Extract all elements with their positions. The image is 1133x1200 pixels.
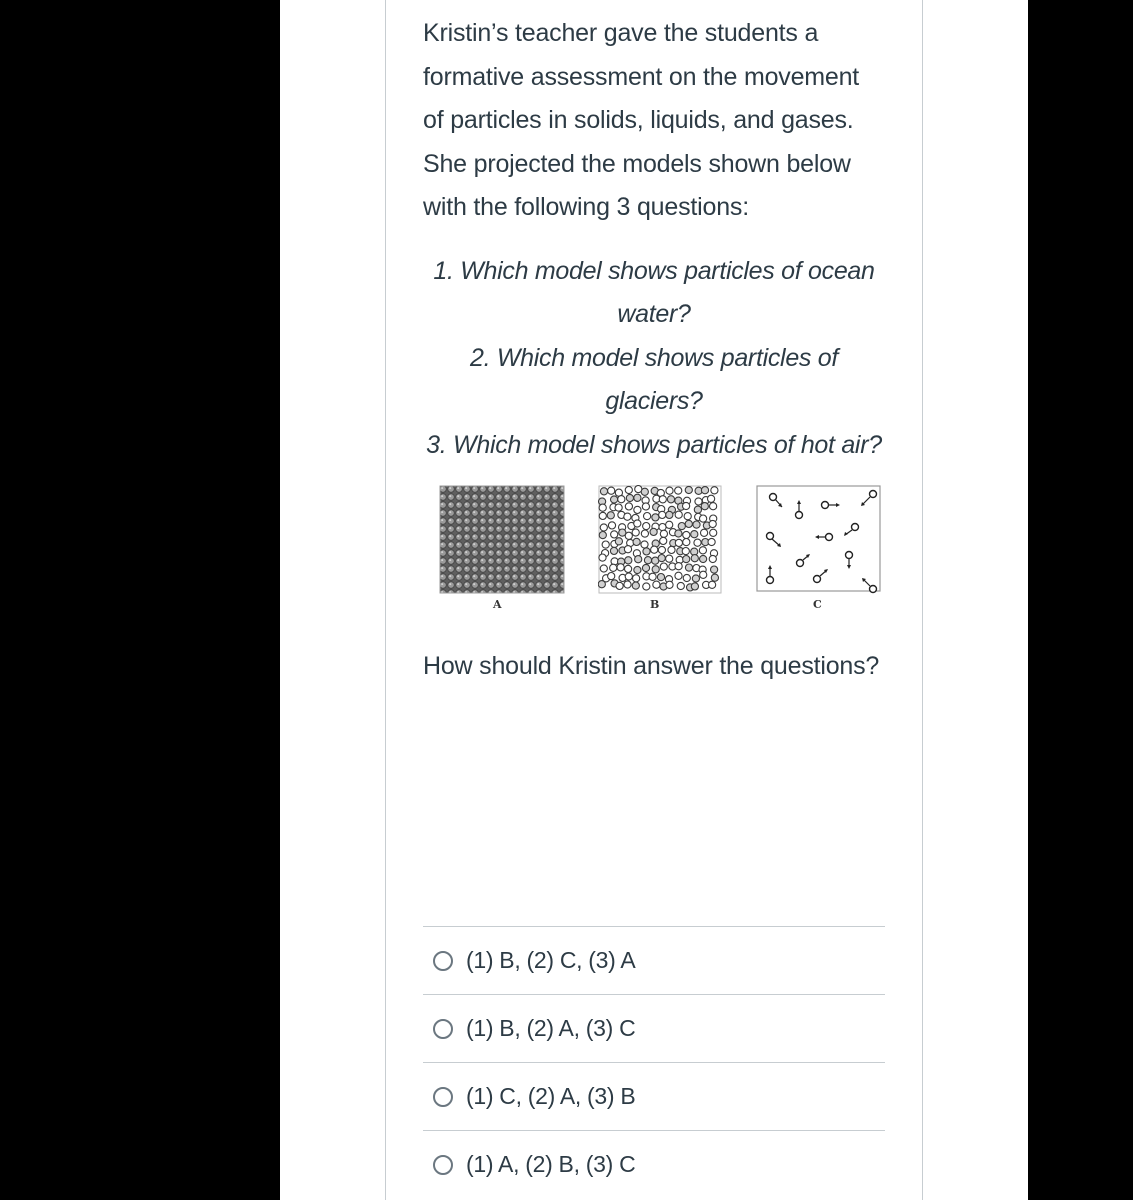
liquid-particle [691, 555, 698, 562]
liquid-particle [616, 582, 623, 589]
liquid-particle [683, 531, 690, 538]
liquid-particle [599, 512, 606, 519]
liquid-particle [635, 556, 642, 563]
liquid-particle [599, 532, 606, 539]
liquid-particle [643, 523, 650, 530]
liquid-particle [700, 571, 707, 578]
sub-question-2: 2. Which model shows particles of glaciers? [469, 343, 839, 415]
liquid-particle [708, 495, 715, 502]
liquid-particle [642, 564, 649, 571]
liquid-particle [710, 529, 717, 536]
question-stem: Kristin’s teacher gave the students a formative assessment on the movement of particles in solids, liquids, and gases. She projected the models shown below with the following 3 questions: [423, 19, 860, 221]
liquid-particle [694, 539, 701, 546]
liquid-particle [608, 522, 615, 529]
liquid-particle [608, 573, 615, 580]
liquid-particle [625, 557, 632, 564]
liquid-particle [660, 537, 667, 544]
liquid-particle [659, 524, 666, 531]
liquid-particle [666, 581, 673, 588]
liquid-particle [666, 487, 673, 494]
answer-option-1[interactable] [423, 926, 885, 994]
liquid-particle [684, 513, 691, 520]
liquid-particle [685, 564, 692, 571]
liquid-particle [608, 487, 615, 494]
liquid-particle [675, 572, 682, 579]
liquid-particle [694, 506, 701, 513]
liquid-particle [677, 582, 684, 589]
liquid-particle [709, 520, 716, 527]
sub-question-1: 1. Which model shows particles of ocean water? [433, 256, 875, 328]
liquid-particle [666, 555, 673, 562]
liquid-particle [634, 494, 641, 501]
liquid-particle [701, 529, 708, 536]
liquid-particle [658, 546, 665, 553]
answer-label-3: (1) C, (2) A, (3) B [466, 1083, 636, 1109]
particle-models-figure [423, 485, 885, 635]
gas-particles-diagram [756, 485, 882, 595]
model-b-label: B [650, 598, 660, 611]
liquid-particle [683, 574, 690, 581]
answer-label-1: (1) B, (2) C, (3) A [466, 947, 636, 973]
liquid-particle [617, 564, 624, 571]
liquid-particle [611, 496, 618, 503]
liquid-particle [624, 546, 631, 553]
liquid-particle [615, 538, 622, 545]
liquid-particles-diagram [598, 485, 724, 595]
liquid-particle [685, 486, 692, 493]
liquid-particle [683, 539, 690, 546]
liquid-particle [711, 574, 718, 581]
liquid-particle [643, 548, 650, 555]
liquid-particle [600, 524, 607, 531]
liquid-particle [618, 496, 625, 503]
liquid-particle [709, 581, 716, 588]
liquid-particle [624, 581, 631, 588]
model-c-label: C [813, 598, 822, 611]
liquid-particle [683, 502, 690, 509]
liquid-particle [600, 565, 607, 572]
liquid-particle [675, 539, 682, 546]
answer-choices [423, 926, 885, 1198]
question-prompt: How should Kristin answer the questions? [423, 652, 880, 680]
liquid-particle [615, 504, 622, 511]
liquid-particle [624, 513, 631, 520]
liquid-particle [691, 531, 698, 538]
liquid-particle [675, 563, 682, 570]
liquid-particle [649, 573, 656, 580]
liquid-particle [660, 563, 667, 570]
liquid-particle [610, 564, 617, 571]
liquid-particle [693, 521, 700, 528]
sub-question-3: 3. Which model shows particles of hot air? [426, 430, 882, 459]
liquid-particle [653, 581, 660, 588]
solid-particles-diagram [439, 485, 565, 595]
liquid-particle [634, 566, 641, 573]
liquid-particle [711, 566, 718, 573]
liquid-particle [626, 494, 633, 501]
liquid-particle [625, 565, 632, 572]
liquid-particle [642, 503, 649, 510]
liquid-particle [633, 575, 640, 582]
liquid-particle [699, 547, 706, 554]
liquid-particle [643, 583, 650, 590]
liquid-particle [675, 530, 682, 537]
answer-label-2: (1) B, (2) A, (3) C [466, 1015, 636, 1041]
liquid-particle [666, 521, 673, 528]
radio-button-4[interactable] [433, 1155, 453, 1175]
sub-question-list [423, 250, 885, 468]
liquid-particle [634, 520, 641, 527]
liquid-particle [641, 541, 648, 548]
liquid-particle [709, 555, 716, 562]
liquid-particle [691, 583, 698, 590]
liquid-particle [602, 541, 609, 548]
liquid-particle [610, 547, 617, 554]
liquid-particle [652, 566, 659, 573]
liquid-particle [599, 504, 606, 511]
answer-option-2[interactable] [423, 994, 885, 1062]
liquid-particle [652, 514, 659, 521]
liquid-particle [683, 556, 690, 563]
liquid-particle [659, 511, 666, 518]
liquid-particle [675, 511, 682, 518]
liquid-particle [710, 503, 717, 510]
liquid-particle [607, 512, 614, 519]
liquid-particle [632, 582, 639, 589]
liquid-particle [599, 554, 606, 561]
model-a-label: A [493, 598, 502, 611]
quiz-page [280, 0, 1028, 1200]
liquid-particle [598, 581, 605, 588]
liquid-particle [675, 487, 682, 494]
liquid-particle [641, 488, 648, 495]
radio-button-1[interactable] [433, 951, 453, 971]
liquid-particle [708, 538, 715, 545]
liquid-particle [634, 506, 641, 513]
liquid-particle [625, 573, 632, 580]
liquid-particle [657, 574, 664, 581]
liquid-particle [641, 530, 648, 537]
question-content [423, 12, 885, 689]
liquid-particle [695, 498, 702, 505]
liquid-particle [678, 523, 685, 530]
liquid-particle [659, 496, 666, 503]
liquid-particle [660, 530, 667, 537]
liquid-particle [667, 496, 674, 503]
model-a-solid [439, 485, 565, 595]
model-b-liquid [598, 485, 724, 595]
liquid-particle [644, 513, 651, 520]
liquid-particle [644, 557, 651, 564]
liquid-particle [711, 487, 718, 494]
liquid-particle [658, 555, 665, 562]
liquid-particle [625, 532, 632, 539]
liquid-particle [692, 575, 699, 582]
liquid-particle [625, 503, 632, 510]
answer-option-4[interactable] [423, 1130, 885, 1198]
liquid-particle [701, 503, 708, 510]
liquid-particle [611, 531, 618, 538]
liquid-particle [650, 528, 657, 535]
answer-option-3[interactable] [423, 1062, 885, 1130]
liquid-particle [700, 555, 707, 562]
liquid-particle [600, 488, 607, 495]
liquid-particle [651, 546, 658, 553]
liquid-particle [666, 511, 673, 518]
liquid-particle [701, 487, 708, 494]
radio-button-2[interactable] [433, 1019, 453, 1039]
liquid-particle [700, 515, 707, 522]
model-c-gas [756, 485, 882, 595]
liquid-particle [682, 548, 689, 555]
answer-label-4: (1) A, (2) B, (3) C [466, 1151, 636, 1177]
liquid-particle [685, 520, 692, 527]
liquid-particle [668, 546, 675, 553]
radio-button-3[interactable] [433, 1087, 453, 1107]
question-card [385, 0, 923, 1200]
liquid-particle [625, 486, 632, 493]
liquid-particle [632, 529, 639, 536]
liquid-particle [633, 538, 640, 545]
